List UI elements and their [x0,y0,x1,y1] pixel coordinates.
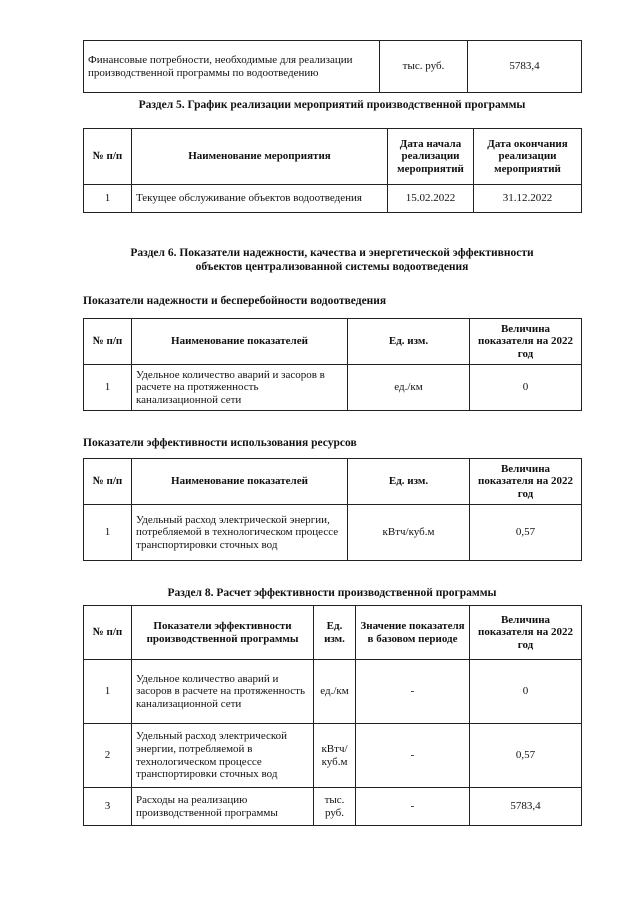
cell-name: Удельное количество аварий и засоров в расчете на протяженность канализационной сети [132,365,348,411]
col-header-end: Дата окончания реализации мероприятий [474,129,582,185]
cell-base: - [356,660,470,724]
table-row [84,365,582,411]
cell-num: 2 [84,724,132,788]
cell-num: 1 [84,660,132,724]
section6-title-line2: объектов централизованной системы водоотведения [195,261,469,274]
col-header-num: № п/п [84,606,132,660]
col-header-name: Показатели эффективности производственной программы [132,606,314,660]
col-header-name: Наименование показателей [132,319,348,365]
cell-num: 3 [84,788,132,826]
table-header-row [84,129,582,185]
col-header-start: Дата начала реализации мероприятий [388,129,474,185]
cell-base: - [356,788,470,826]
cell-unit: тыс. руб. [314,788,356,826]
table-header-row [84,606,582,660]
table-row [84,724,582,788]
efficiency-title: Показатели эффективности использования ресурсов [83,437,357,449]
financial-needs-value: 5783,4 [468,41,582,93]
cell-value: 0 [470,660,582,724]
section6-title [83,246,581,275]
section8-title: Раздел 8. Расчет эффективности производственной программы [167,587,497,599]
cell-value: 0,57 [470,724,582,788]
col-header-num: № п/п [84,459,132,505]
financial-needs-table [83,40,582,93]
cell-name: Удельный расход электрической энергии, потребляемой в технологическом процессе транспортировки сточных вод [132,505,348,561]
col-header-num: № п/п [84,129,132,185]
cell-name: Текущее обслуживание объектов водоотведения [132,185,388,213]
cell-value: 5783,4 [470,788,582,826]
col-header-unit: Ед. изм. [314,606,356,660]
cell-base: - [356,724,470,788]
efficiency-table [83,458,582,561]
col-header-value: Величина показателя на 2022 год [470,606,582,660]
col-header-unit: Ед. изм. [348,459,470,505]
col-header-unit: Ед. изм. [348,319,470,365]
table-row [84,788,582,826]
cell-name: Расходы на реализацию производственной программы [132,788,314,826]
cell-unit: кВтч/куб.м [348,505,470,561]
financial-needs-unit: тыс. руб. [380,41,468,93]
col-header-name: Наименование показателей [132,459,348,505]
cell-num: 1 [84,505,132,561]
cell-name: Удельный расход электрической энергии, потребляемой в технологическом процессе транспортировки сточных вод [132,724,314,788]
table-header-row [84,459,582,505]
table-row [84,505,582,561]
cell-end: 31.12.2022 [474,185,582,213]
reliability-table [83,318,582,411]
table-row [84,660,582,724]
col-header-name: Наименование мероприятия [132,129,388,185]
cell-value: 0,57 [470,505,582,561]
financial-needs-name: Финансовые потребности, необходимые для реализации производственной программы по водоотведению [84,41,380,93]
cell-unit: кВтч/ куб.м [314,724,356,788]
cell-unit: ед./км [348,365,470,411]
table-row [84,185,582,213]
table-row [84,41,582,93]
cell-num: 1 [84,185,132,213]
reliability-title: Показатели надежности и бесперебойности водоотведения [83,295,387,307]
cell-start: 15.02.2022 [388,185,474,213]
section5-table [83,128,582,213]
col-header-value: Величина показателя на 2022 год [470,459,582,505]
cell-num: 1 [84,365,132,411]
section6-title-line1: Раздел 6. Показатели надежности, качества и энергетической эффективности [130,247,534,259]
col-header-num: № п/п [84,319,132,365]
cell-name: Удельное количество аварий и засоров в расчете на протяженность канализационной сети [132,660,314,724]
col-header-value: Величина показателя на 2022 год [470,319,582,365]
col-header-base: Значение показателя в базовом периоде [356,606,470,660]
section8-table [83,605,582,826]
cell-value: 0 [470,365,582,411]
table-header-row [84,319,582,365]
cell-unit: ед./км [314,660,356,724]
section5-title: Раздел 5. График реализации мероприятий производственной программы [138,99,526,111]
